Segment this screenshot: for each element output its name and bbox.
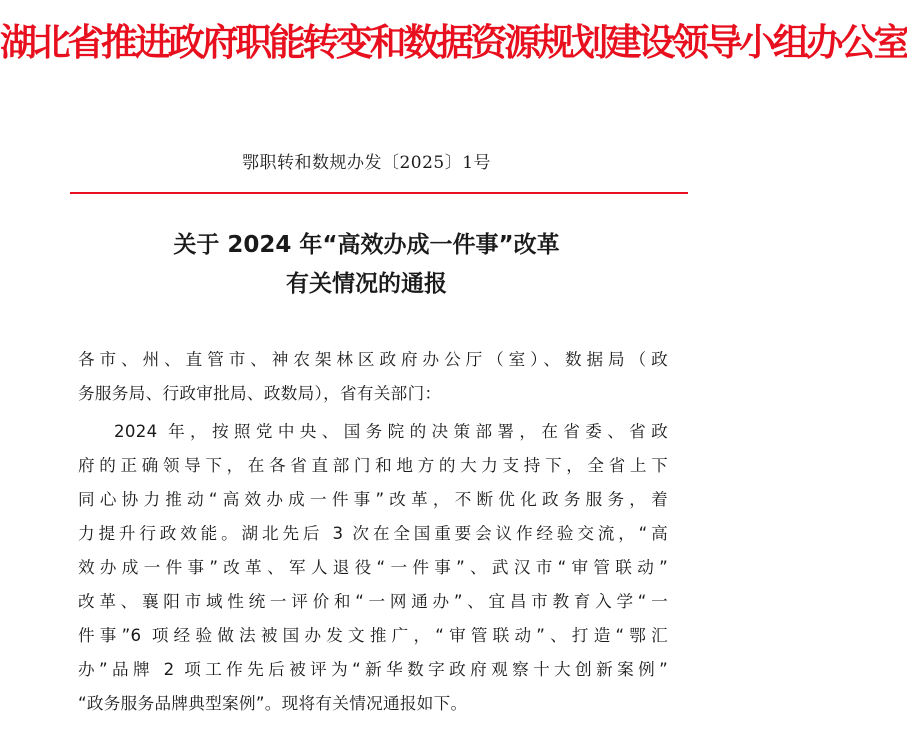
paragraph-line: 改革、襄阳市域性统一评价和“一网通办”、宜昌市教育入学“一 — [78, 592, 668, 611]
document-title-line-2: 有关情况的通报 — [286, 271, 447, 297]
document-masthead — [0, 0, 907, 125]
paragraph-line: 2024 年，按照党中央、国务院的决策部署，在省委、省政 — [114, 422, 668, 441]
paragraph-line: 办”品牌 2 项工作先后被评为“新华数字政府观察十大创新案例” — [78, 660, 668, 679]
document-title-line-1: 关于 2024 年“高效办成一件事”改革 — [173, 232, 560, 258]
paragraph-line: 府的正确领导下，在各省直部门和地方的大力支持下，全省上下 — [78, 456, 668, 475]
salutation-line: 务服务局、行政审批局、政数局），省有关部门： — [78, 384, 442, 403]
paragraph-line: 件事”6 项经验做法被国办发文推广，“审管联动”、打造“鄂汇 — [78, 626, 668, 645]
document-number: 鄂职转和数规办发〔2025〕1号 — [241, 153, 492, 173]
issuing-authority: 湖北省推进政府职能转变和数据资源规划建设领导小组办公室 — [0, 20, 907, 64]
paragraph-1 — [78, 415, 668, 721]
salutation — [78, 343, 668, 411]
paragraph-line: 效办成一件事”改革、军人退役“一件事”、武汉市“审管联动” — [78, 558, 668, 577]
red-divider-line — [70, 192, 688, 194]
paragraph-line: “政务服务品牌典型案例”。现将有关情况通报如下。 — [78, 694, 468, 713]
paragraph-line: 力提升行政效能。湖北先后 3 次在全国重要会议作经验交流，“高 — [78, 524, 668, 543]
paragraph-line: 同心协力推动“高效办成一件事”改革，不断优化政务服务，着 — [78, 490, 668, 509]
salutation-line: 各市、州、直管市、神农架林区政府办公厅（室）、数据局（政 — [78, 350, 668, 369]
